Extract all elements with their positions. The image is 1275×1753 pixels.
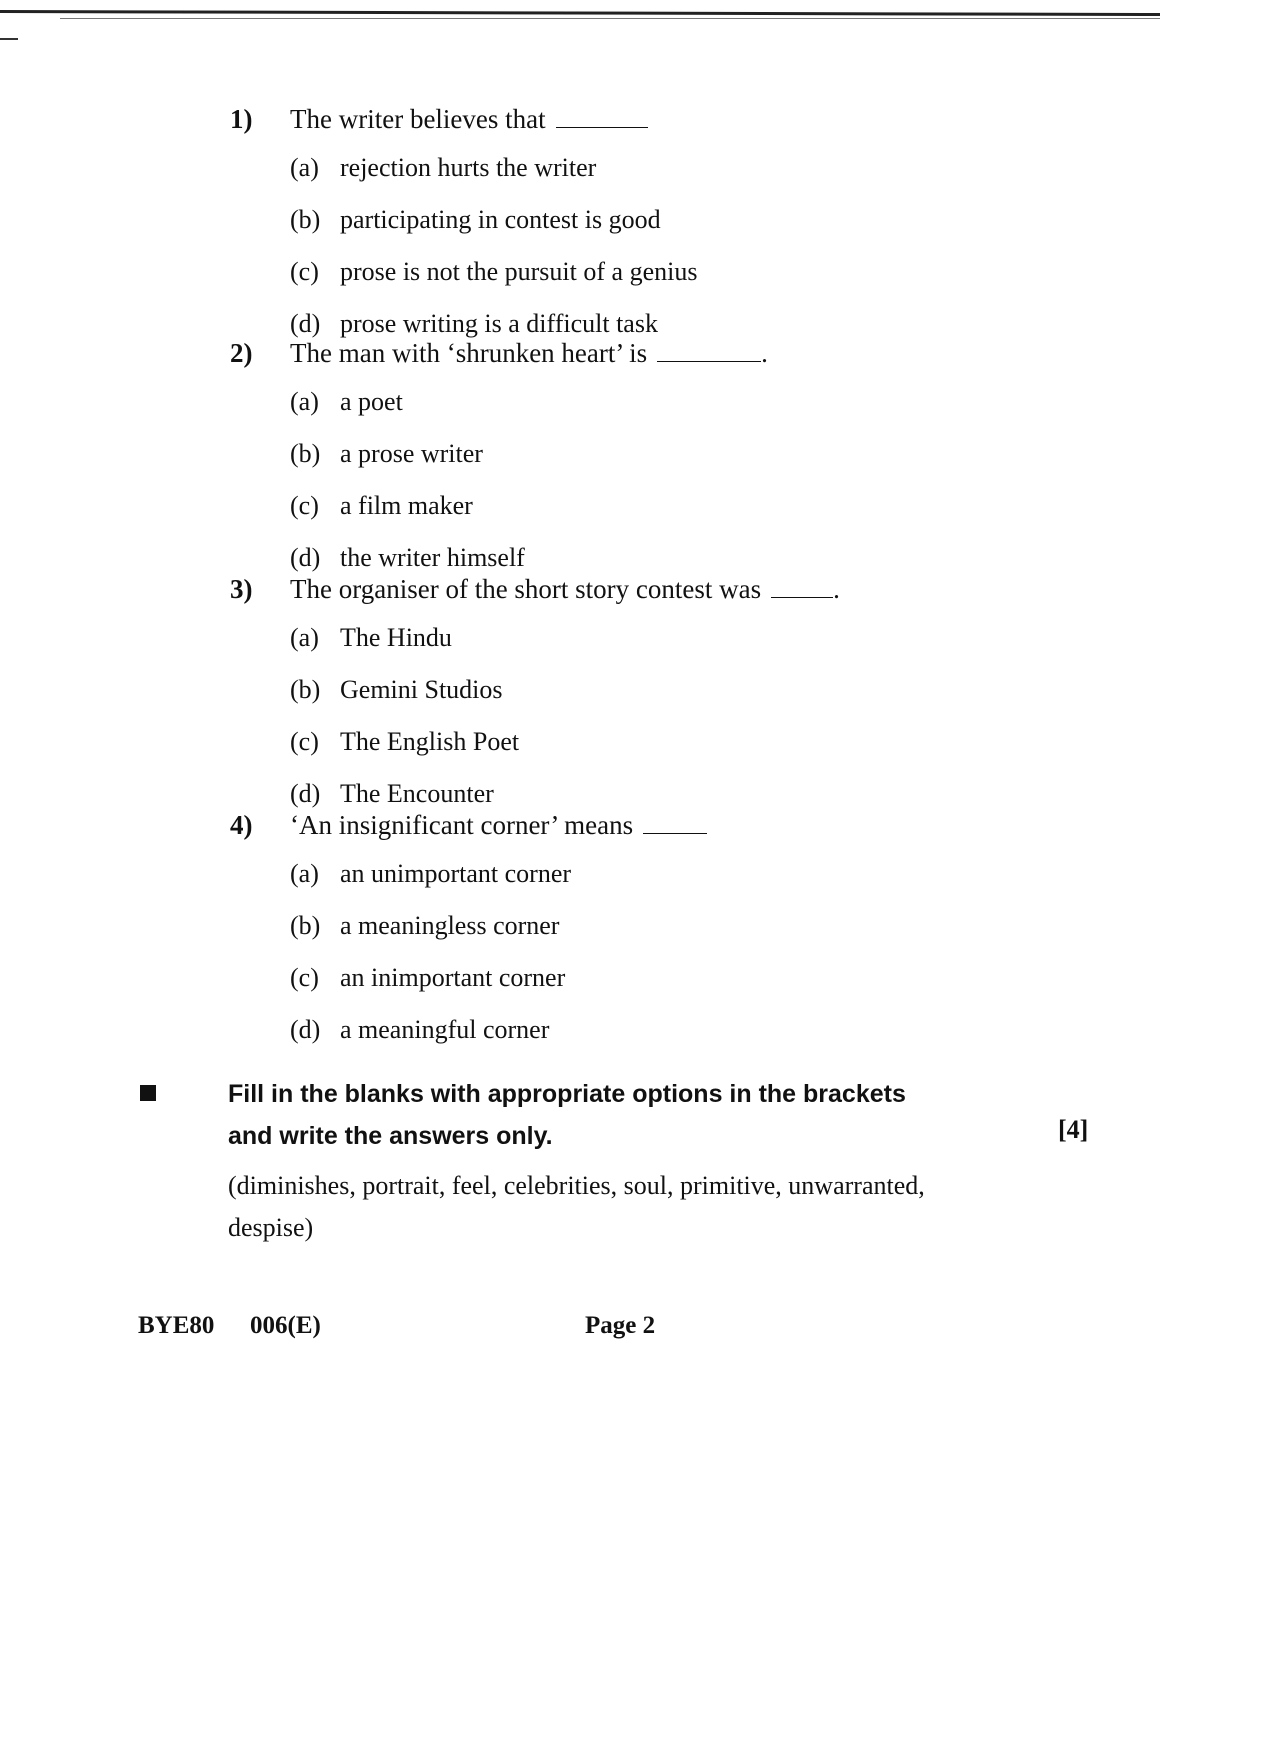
question-text: ‘An insignificant corner’ means xyxy=(290,810,634,840)
question-1 xyxy=(230,104,1130,343)
question-stem: 2) The man with ‘shrunken heart’ is . xyxy=(230,338,768,368)
question-stem: 3) The organiser of the short story contest was . xyxy=(230,574,840,604)
footer-code: BYE80 xyxy=(138,1312,215,1339)
option: (a) a poet xyxy=(290,387,403,416)
question-text: The organiser of the short story contest was xyxy=(290,574,762,604)
option: (d) The Encounter xyxy=(290,779,494,808)
question-number: 3) xyxy=(230,574,253,604)
answer-blank xyxy=(771,596,833,598)
marks-label: [4] xyxy=(1058,1115,1089,1144)
option: (c) prose is not the pursuit of a genius xyxy=(290,257,698,286)
margin-mark xyxy=(0,38,18,40)
option: (d) prose writing is a difficult task xyxy=(290,309,658,338)
section-instruction: Fill in the blanks with appropriate options in the brackets and write the answers only. xyxy=(228,1080,906,1150)
option: (a) rejection hurts the writer xyxy=(290,153,597,182)
footer-paper: 006(E) xyxy=(250,1312,321,1339)
option: (d) the writer himself xyxy=(290,543,525,572)
answer-blank xyxy=(643,832,707,834)
top-rule xyxy=(0,10,1160,16)
question-stem xyxy=(230,104,1130,135)
answer-blank xyxy=(657,360,761,362)
question-number: 1) xyxy=(230,104,253,134)
question-text: The man with ‘shrunken heart’ is xyxy=(290,338,648,368)
option: (b) a meaningless corner xyxy=(290,911,560,940)
page-number: Page 2 xyxy=(585,1312,656,1339)
word-bank: (diminishes, portrait, feel, celebrities, soul, primitive, unwarranted, despise) xyxy=(228,1171,925,1242)
option: (b) participating in contest is good xyxy=(290,205,661,234)
question-number: 2) xyxy=(230,338,253,368)
option: (b) a prose writer xyxy=(290,439,483,468)
question-text: The writer believes that xyxy=(290,104,546,134)
question-4 xyxy=(230,810,1130,1049)
question-number: 4) xyxy=(230,810,253,840)
option: (d) a meaningful corner xyxy=(290,1015,550,1044)
option: (c) an inimportant corner xyxy=(290,963,566,992)
option: (c) a film maker xyxy=(290,491,473,520)
answer-blank xyxy=(556,126,648,128)
top-rule-thin xyxy=(60,18,1160,19)
question-3 xyxy=(230,574,1130,813)
option: (a) an unimportant corner xyxy=(290,859,572,888)
square-bullet-icon xyxy=(140,1085,156,1101)
question-stem xyxy=(230,810,1130,841)
question-2 xyxy=(230,338,1130,577)
option: (b) Gemini Studios xyxy=(290,675,503,704)
option: (a) The Hindu xyxy=(290,623,452,652)
option: (c) The English Poet xyxy=(290,727,520,756)
